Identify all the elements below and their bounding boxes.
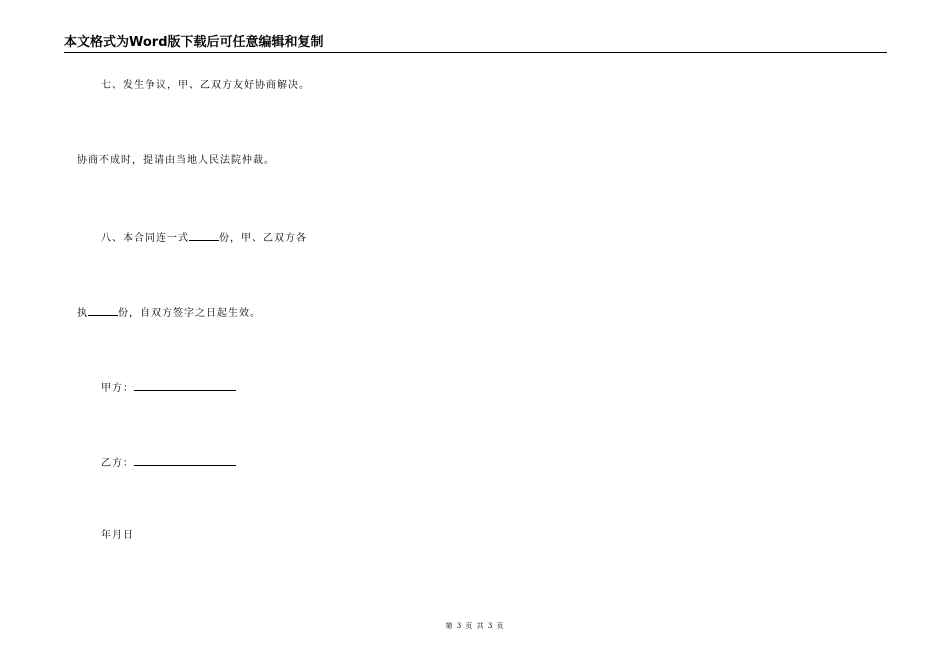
party-a-label: 甲方： <box>101 383 134 394</box>
clause-7-line-2 <box>77 155 275 167</box>
date-label: 年月日 <box>101 530 134 541</box>
copies-each-blank <box>88 305 118 316</box>
date-line <box>101 530 134 542</box>
clause-8-line-2-text-a: 执 <box>77 308 88 319</box>
clause-8-line-2 <box>77 305 261 320</box>
clause-7-line-1 <box>101 80 310 92</box>
party-a-signature-blank <box>134 380 236 391</box>
header-title: 本文格式为Word版下载后可任意编辑和复制 <box>64 35 324 50</box>
clause-8-line-2-text-b: 份，自双方签字之日起生效。 <box>118 308 261 319</box>
clause-8-line-1-text-a: 八、本合同连一式 <box>101 233 189 244</box>
clause-8-line-1 <box>101 230 307 245</box>
clause-7-line-2-text: 协商不成时，提请由当地人民法院仲裁。 <box>77 155 275 166</box>
copies-total-blank <box>189 230 219 241</box>
party-b-signature-line <box>101 455 236 470</box>
page-header <box>64 35 887 53</box>
party-b-label: 乙方： <box>101 458 134 469</box>
party-a-signature-line <box>101 380 236 395</box>
party-b-signature-blank <box>134 455 236 466</box>
page-footer <box>0 622 950 631</box>
clause-8-line-1-text-b: 份，甲、乙双方各 <box>219 233 307 244</box>
page-number: 第 3 页 共 3 页 <box>445 622 505 630</box>
clause-7-line-1-text: 七、发生争议，甲、乙双方友好协商解决。 <box>101 80 310 91</box>
